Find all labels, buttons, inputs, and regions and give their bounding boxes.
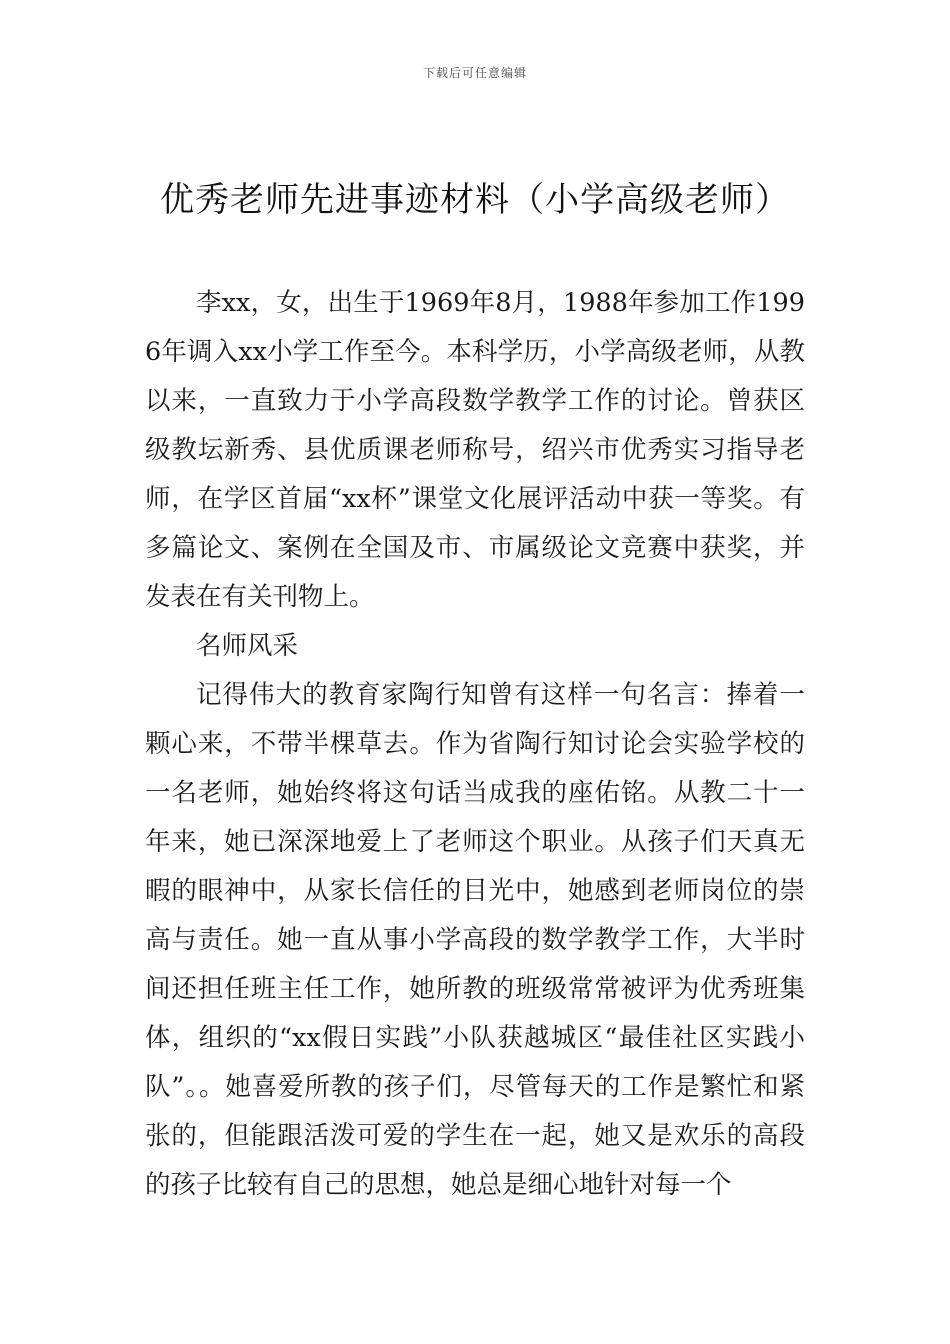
header-note: 下载后可任意编辑 (422, 66, 527, 80)
document-body (145, 279, 805, 1210)
section-heading: 名师风采 (196, 631, 299, 661)
document-title: 优秀老师先进事迹材料（小学高级老师） (160, 180, 790, 220)
paragraph-main: 记得伟大的教育家陶行知曾有这样一句名言：捧着一颗心来，不带半棵草去。作为省陶行知讨论会实验学校的一名老师，她始终将这句话当成我的座佑铭。从教二十一年来，她已深深地爱上了老师这个职业。从孩子们天真无暇的眼神中，从家长信任的目光中，她感到老师岗位的崇高与责任。她一直从事小学高段的数学教学工作，大半时间还担任班主任工作，她所教的班级常常被评为优秀班集体，组织的“xx假日实践”小队获越城区“最佳社区实践小队”。。她喜爱所教的孩子们，尽管每天的工作是繁忙和紧张的，但能跟活泼可爱的学生在一起，她又是欢乐的高段的孩子比较有自己的思想，她总是细心地针对每一个 (145, 680, 805, 1200)
paragraph-intro: 李xx，女，出生于1969年8月，1988年参加工作1996年调入xx小学工作至今。本科学历，小学高级老师，从教以来，一直致力于小学高段数学教学工作的讨论。曾获区级教坛新秀、县优质课老师称号，绍兴市优秀实习指导老师，在学区首届“xx杯”课堂文化展评活动中获一等奖。有多篇论文、案例在全国及市、市属级论文竞赛中获奖，并发表在有关刊物上。 (145, 288, 805, 612)
